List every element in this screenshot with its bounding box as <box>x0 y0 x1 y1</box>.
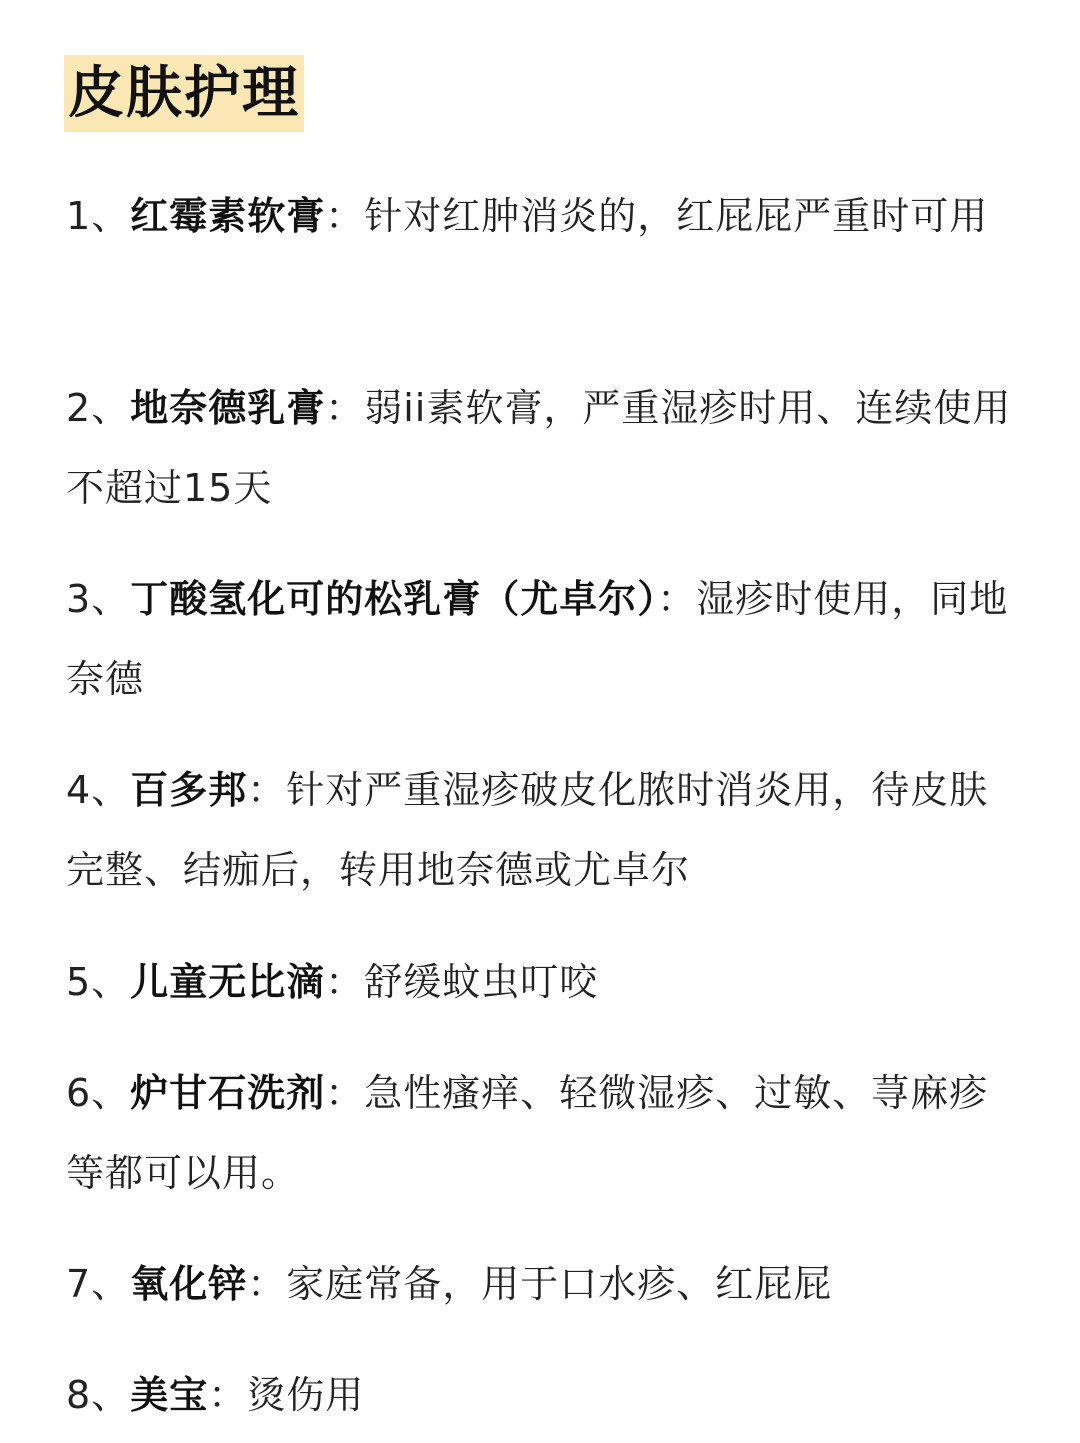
item-description: ：急性瘙痒、轻微湿疹、过敏、荨麻疹等都可以用。 <box>66 1071 989 1195</box>
item-number: 3、 <box>66 577 131 621</box>
item-number: 7、 <box>66 1262 131 1306</box>
item-number: 6、 <box>66 1071 131 1115</box>
item-description: ：针对红肿消炎的，红屁屁严重时可用 <box>325 194 989 238</box>
item-name: 红霉素软膏 <box>130 194 326 238</box>
item-name: 炉甘石洗剂 <box>130 1071 326 1115</box>
item-name: 美宝 <box>130 1373 209 1417</box>
item-number: 5、 <box>66 960 131 1004</box>
item-number: 2、 <box>66 386 131 430</box>
item-name: 百多邦 <box>130 768 248 812</box>
item-description: ：家庭常备，用于口水疹、红屁屁 <box>247 1262 833 1306</box>
list-item <box>66 1053 1016 1213</box>
item-description: ：烫伤用 <box>208 1373 365 1417</box>
item-description: ：舒缓蚊虫叮咬 <box>325 960 599 1004</box>
list-item <box>66 942 1016 1022</box>
item-number: 1、 <box>66 194 131 238</box>
item-name: 丁酸氢化可的松乳膏（尤卓尔） <box>130 577 658 621</box>
item-name: 儿童无比滴 <box>130 960 326 1004</box>
list-item <box>66 1355 1016 1435</box>
list-item <box>66 1244 1016 1324</box>
item-name: 地奈德乳膏 <box>130 386 326 430</box>
item-description: ：湿疹时使用，同地奈德 <box>66 577 1009 701</box>
list-item <box>66 559 1016 719</box>
list-item <box>66 176 1016 256</box>
page-title: 皮肤护理 <box>64 55 304 132</box>
item-name: 氧化锌 <box>130 1262 248 1306</box>
item-description: ：弱ii素软膏，严重湿疹时用、连续使用不超过15天 <box>66 386 1012 510</box>
item-number: 4、 <box>66 768 131 812</box>
item-description: ：针对严重湿疹破皮化脓时消炎用，待皮肤完整、结痂后，转用地奈德或尤卓尔 <box>66 768 989 892</box>
list-item <box>66 368 1016 528</box>
item-number: 8、 <box>66 1373 131 1417</box>
list-item <box>66 750 1016 910</box>
